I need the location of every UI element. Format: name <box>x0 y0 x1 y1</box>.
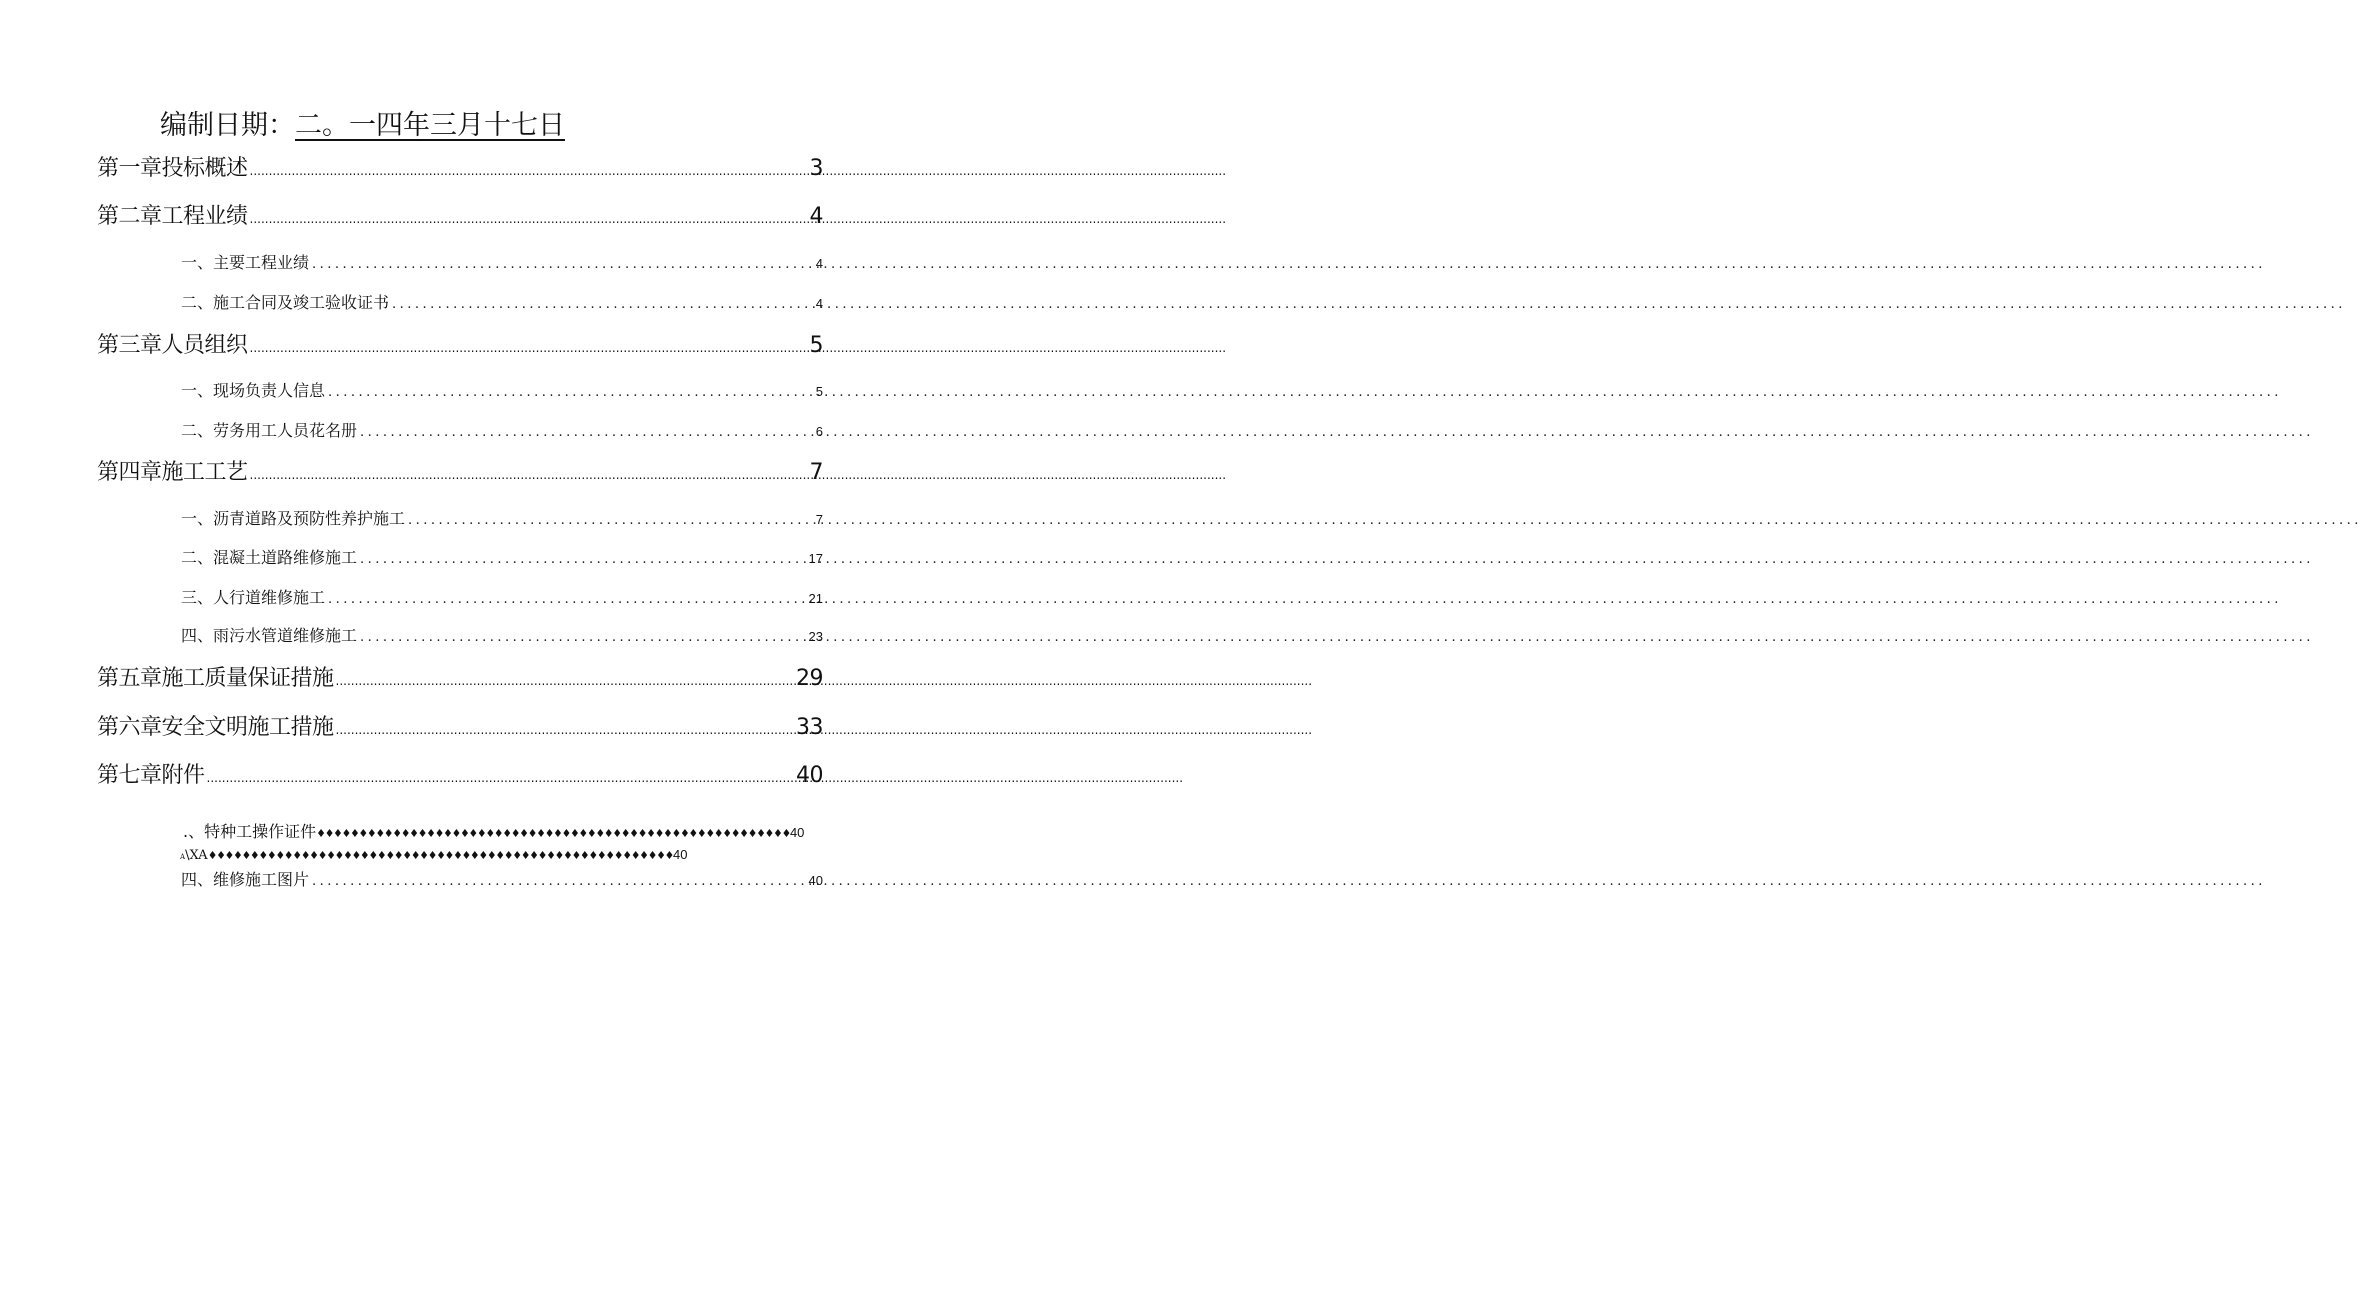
dot-leader <box>250 331 808 365</box>
toc-chapter-6[interactable] <box>97 711 823 747</box>
toc-page-number: 6 <box>815 424 823 439</box>
toc-title: 二、施工合同及竣工验收证书 <box>181 293 390 312</box>
toc-page-number: 3 <box>809 156 823 181</box>
toc-page-number: 4 <box>815 296 823 311</box>
toc-title: 四、维修施工图片 <box>181 870 310 889</box>
toc-page-number: 40 <box>673 847 688 862</box>
diamond-leader: ♦♦♦♦♦♦♦♦♦♦♦♦♦♦♦♦♦♦♦♦♦♦♦♦♦♦♦♦♦♦♦♦♦♦♦♦♦♦♦♦♦♦♦♦♦♦♦♦♦♦♦♦♦♦♦ <box>207 849 673 862</box>
compile-date-label: 编制日期： <box>160 110 295 141</box>
toc-section-7-3[interactable] <box>181 868 823 894</box>
toc-title: 第二章工程业绩 <box>97 204 248 229</box>
dot-leader <box>250 202 808 236</box>
toc-title: 三、人行道维修施工 <box>181 588 326 607</box>
dot-leader <box>250 458 808 492</box>
toc-chapter-1[interactable] <box>97 152 823 188</box>
toc-title: 二、混凝土道路维修施工 <box>181 548 358 567</box>
toc-section-2-2[interactable] <box>181 291 823 317</box>
toc-title: \XA <box>185 848 208 863</box>
diamond-leader: ♦♦♦♦♦♦♦♦♦♦♦♦♦♦♦♦♦♦♦♦♦♦♦♦♦♦♦♦♦♦♦♦♦♦♦♦♦♦♦♦♦♦♦♦♦♦♦♦♦♦♦♦♦♦♦♦ <box>316 827 790 840</box>
toc-section-4-2[interactable] <box>181 546 823 572</box>
toc-page-number: 21 <box>808 591 823 606</box>
toc-title: 特种工操作证件 <box>204 822 317 841</box>
dot-leader <box>336 664 794 698</box>
toc-section-4-1[interactable] <box>181 507 823 533</box>
toc-page-number: 29 <box>796 666 823 691</box>
toc-title: 一、沥青道路及预防性养护施工 <box>181 509 406 528</box>
toc-page-number: 23 <box>808 629 823 644</box>
toc-title: 第七章附件 <box>97 763 205 788</box>
toc-page-number: 40 <box>796 763 823 788</box>
toc-page-number: 4 <box>815 256 823 271</box>
dot-leader <box>250 154 808 188</box>
toc-title: 一、主要工程业绩 <box>181 253 310 272</box>
toc-chapter-4[interactable] <box>97 456 823 492</box>
toc-page-number: 7 <box>815 512 823 527</box>
toc-chapter-2[interactable] <box>97 200 823 236</box>
toc-chapter-3[interactable] <box>97 329 823 365</box>
toc-prefix: A <box>180 853 186 861</box>
toc-title: 二、劳务用工人员花名册 <box>181 421 358 440</box>
toc-title: 第一章投标概述 <box>97 156 248 181</box>
toc-page-number: 33 <box>796 715 823 740</box>
dot-leader <box>336 713 794 747</box>
toc-title: 第四章施工工艺 <box>97 460 248 485</box>
toc-page-number: 5 <box>809 333 823 358</box>
compile-date-value: 二。一四年三月十七日 <box>295 110 565 141</box>
dot-leader <box>360 548 806 572</box>
dot-leader <box>328 381 813 405</box>
dot-leader <box>207 761 794 795</box>
toc-title: 第五章施工质量保证措施 <box>97 666 334 691</box>
toc-page-number: 40 <box>789 825 805 840</box>
toc-title: 一、现场负责人信息 <box>181 381 326 400</box>
toc-section-3-1[interactable] <box>181 379 823 405</box>
dot-leader <box>408 509 813 533</box>
dot-leader <box>392 293 813 317</box>
dot-leader <box>360 626 806 650</box>
toc-title: 第六章安全文明施工措施 <box>97 715 334 740</box>
compile-date <box>160 106 565 146</box>
toc-chapter-5[interactable] <box>97 662 823 698</box>
toc-section-4-3[interactable] <box>181 586 823 612</box>
toc-page-number: 40 <box>808 873 823 888</box>
dot-leader <box>312 870 806 894</box>
toc-section-7-2[interactable] <box>180 845 688 867</box>
toc-section-4-4[interactable] <box>181 624 823 650</box>
toc-page-number: 7 <box>809 460 823 485</box>
dot-leader <box>312 253 813 277</box>
toc-page-number: 4 <box>809 204 823 229</box>
dot-leader <box>328 588 806 612</box>
toc-page-number: 17 <box>808 551 823 566</box>
toc-page-number: 5 <box>815 384 823 399</box>
toc-title: 四、雨污水管道维修施工 <box>181 626 358 645</box>
toc-prefix: .、 <box>183 822 205 841</box>
dot-leader <box>360 421 813 445</box>
toc-section-7-1[interactable] <box>183 820 833 846</box>
toc-chapter-7[interactable] <box>97 759 823 795</box>
toc-section-3-2[interactable] <box>181 419 823 445</box>
toc-section-2-1[interactable] <box>181 251 823 277</box>
toc-title: 第三章人员组织 <box>97 333 248 358</box>
